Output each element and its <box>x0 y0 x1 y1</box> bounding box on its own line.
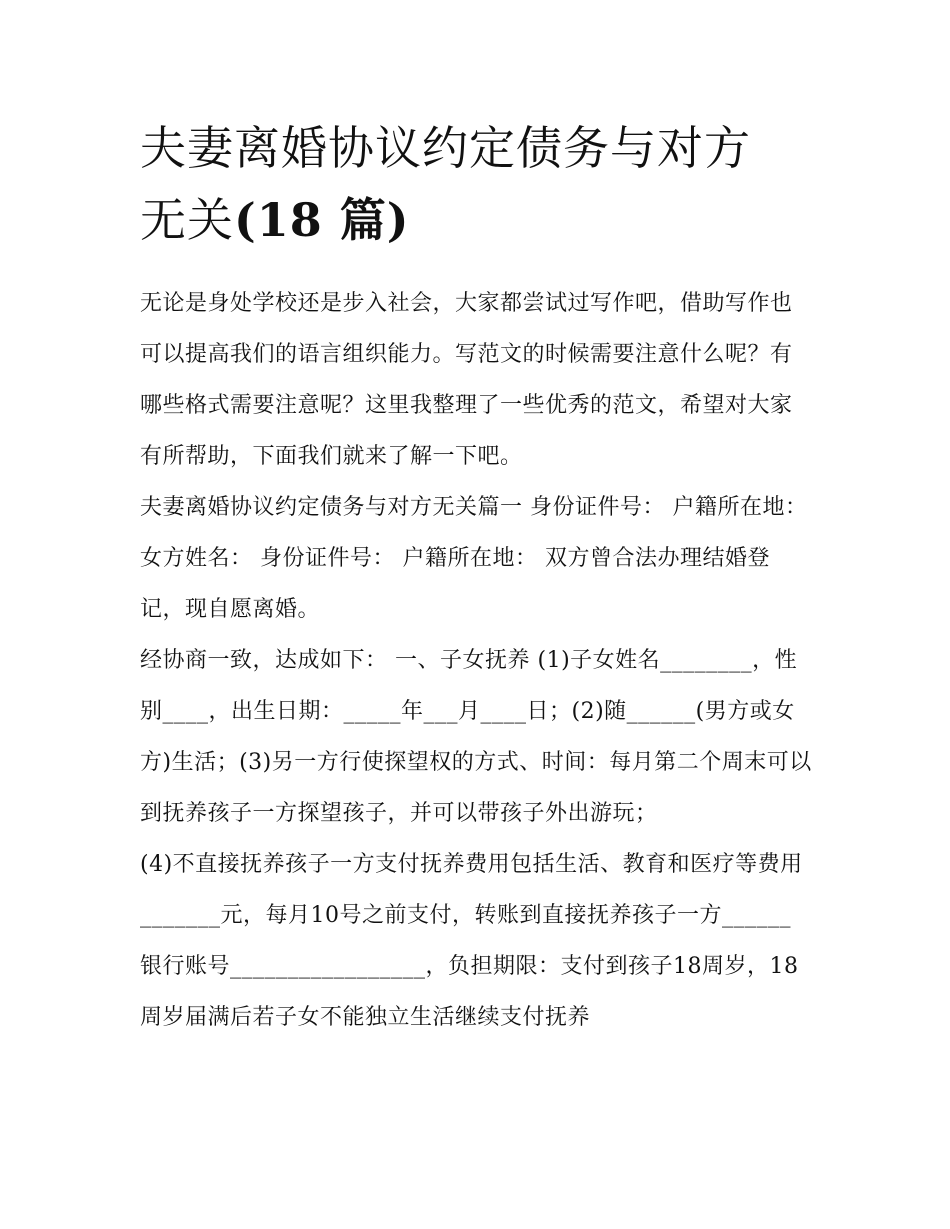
title-line-2-suffix: 篇) <box>322 193 410 247</box>
title-line-1: 夫妻离婚协议约定债务与对方 <box>140 121 751 175</box>
parties-paragraph: 夫妻离婚协议约定债务与对方无关篇一 身份证件号： 户籍所在地： 女方姓名： 身份证件号： 户籍所在地： 双方曾合法办理结婚登记，现自愿离婚。 <box>140 495 808 622</box>
intro-paragraph: 无论是身处学校还是步入社会，大家都尝试过写作吧，借助写作也可以提高我们的语言组织能力。写范文的时候需要注意什么呢？有哪些格式需要注意呢？这里我整理了一些优秀的范文，希望对大家有所帮助，下面我们就来了解一下吧。 <box>140 291 793 469</box>
title-line-2-prefix: 无关 <box>140 193 234 247</box>
document-page <box>140 112 812 1043</box>
child-support-paragraph: (4)不直接抚养孩子一方支付抚养费用包括生活、教育和医疗等费用_______元，每月10号之前支付，转账到直接抚养孩子一方______银行账号_________________，负担期限：支付到孩子18周岁，18周岁届满后若子女不能独立生活继续支付抚养 <box>140 852 803 1030</box>
child-custody-paragraph: 经协商一致，达成如下： 一、子女抚养 (1)子女姓名________，性别____，出生日期：_____年___月____日；(2)随______(男方或女方)生活；(3)另一方行使探望权的方式、时间：每月第二个周末可以到抚养孩子一方探望孩子，并可以带孩子外出游玩； <box>140 648 812 826</box>
title-line-2-count: (18 <box>234 193 323 247</box>
document-title <box>140 112 812 256</box>
